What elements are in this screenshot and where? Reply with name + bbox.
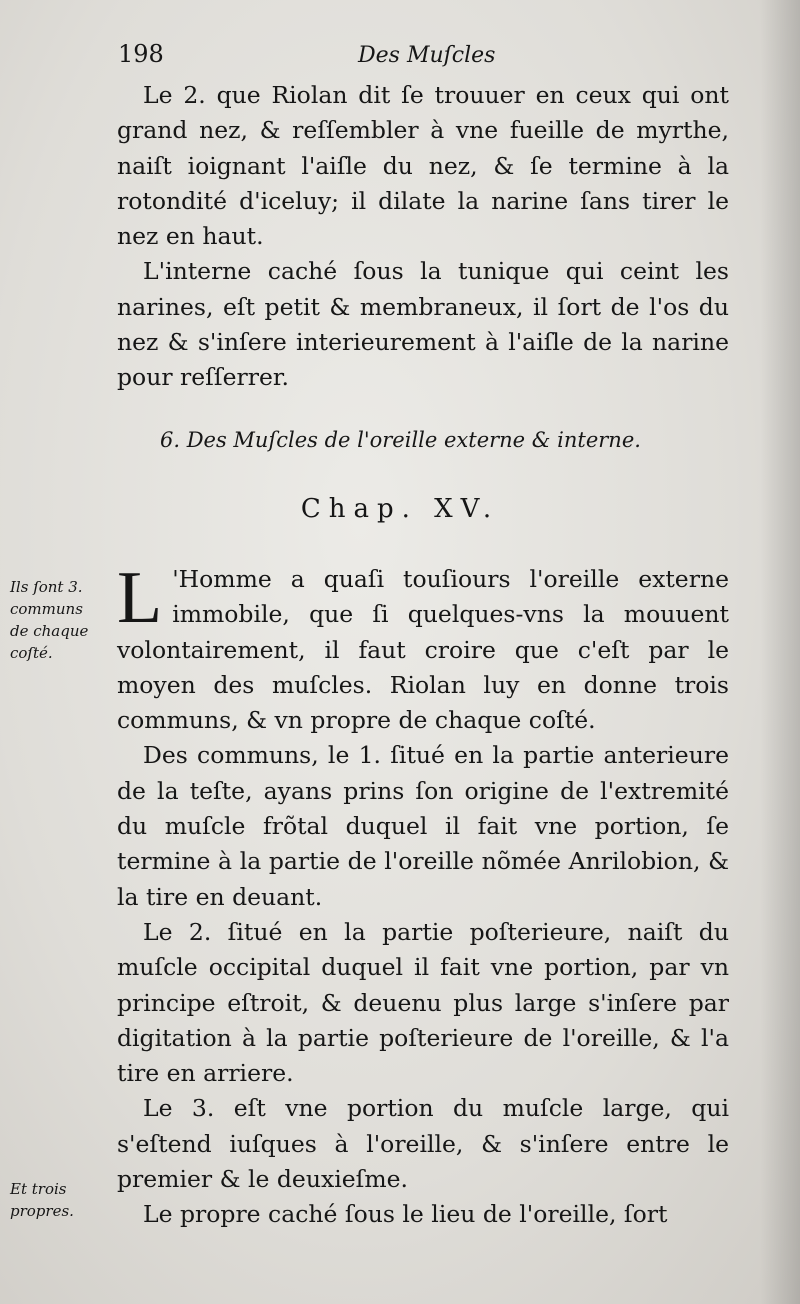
page-edge-shadow: [760, 0, 800, 1304]
text-block-top: [117, 78, 729, 396]
paragraph: L'interne caché ſous la tunique qui ceint les narines, eſt petit & membraneux, il ſort de l'os du nez & s'inſere interieurement à l'aiſle de la narine pour reſſerrer.: [117, 257, 729, 392]
section-title: 6. Des Muſcles de l'oreille externe & interne.: [160, 428, 641, 452]
paragraph: Le propre caché ſous le lieu de l'oreille, ſort: [143, 1200, 668, 1229]
chapter-heading: Chap. XV.: [300, 494, 500, 524]
paragraph: Le 2. ſitué en la partie poſterieure, naiſt du muſcle occipital duquel il fait vne portion, par vn principe eſtroit, & deuenu plus large s'inſere par digitation à la partie poſterieure de l'oreille, & l'a tire en arriere.: [117, 917, 729, 1088]
paragraph-opening: [117, 557, 729, 738]
margin-note-proper: Et trois propres.: [10, 1180, 74, 1220]
paragraph-opening-text: 'Homme a quaſi touſiours l'oreille externe immobile, que ſi quelques-vns la mouuent volontairement, il faut croire que c'eſt par le moyen des muſcles. Riolan luy en donne trois communs, & vn propre de chaque coſté.: [117, 565, 729, 735]
paragraph: Des communs, le 1. ſitué en la partie anterieure de la teſte, ayans prins ſon origine de l'extremité du muſcle frõtal duquel il fait vne portion, ſe termine à la partie de l'oreille nõmée Anrilobion, & la tire en deuant.: [117, 741, 729, 911]
page-number: 198: [118, 40, 164, 68]
paragraph: Le 2. que Riolan dit ſe trouuer en ceux qui ont grand nez, & reſſembler à vne fueille de myrthe, naiſt ioignant l'aiſle du nez, & ſe termine à la rotondité d'iceluy; il dilate la narine ſans tirer le nez en haut.: [117, 81, 729, 251]
paragraph: Le 3. eſt vne portion du muſcle large, qui s'eſtend iuſques à l'oreille, & s'inſere entre le premier & le deuxieſme.: [117, 1094, 729, 1194]
running-title: Des Muſcles: [358, 43, 496, 68]
text-block-chapter: [117, 557, 729, 1233]
drop-capital: L: [117, 557, 163, 639]
page-header: [118, 40, 618, 80]
margin-note-common: Ils ſont 3. communs de chaque coſté.: [10, 578, 89, 662]
